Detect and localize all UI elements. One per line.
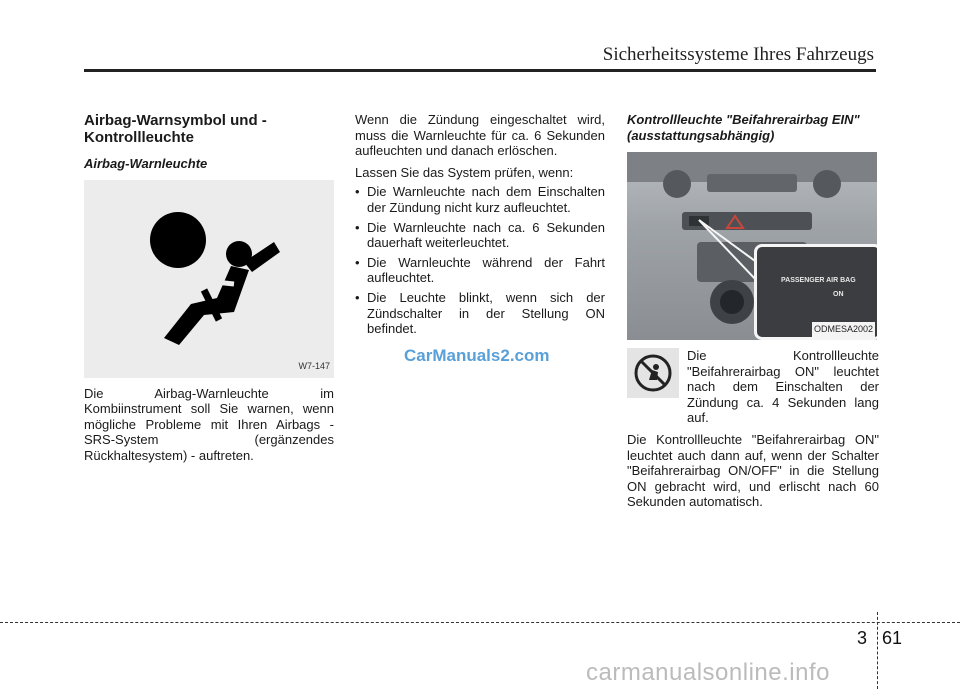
warning-light-description: Die Airbag-Warnleuchte im Kombiinstrument soll Sie warnen, wenn mögliche Probleme mit Ihren Airbags - SRS-System (ergänzendes Rückhaltesystem) - auftreten. (84, 385, 334, 463)
figure-label: W7-147 (298, 361, 330, 371)
inset-label: PASSENGER AIR BAG (781, 277, 856, 284)
indicator-description: Die Kontrollleuchte "Beifahrerairbag ON" leuchtet nach dem Einschalten der Zündung ca. 4 Sekunden lang auf. (687, 348, 879, 426)
switch-description: Die Kontrollleuchte "Beifahrerairbag ON" leuchtet auch dann auf, wenn der Schalter "Beifahrerairbag ON/OFF" in die Stellung ON gebracht wird, und erlischt nach 60 Sekunden automatisch. (627, 431, 879, 510)
ignition-paragraph: Wenn die Zündung eingeschaltet wird, muss die Warnleuchte für ca. 6 Sekunden aufleuchten und danach erlöschen. (355, 112, 605, 159)
page-number: 61 (882, 628, 903, 648)
photo-label: ODMESA2002 (812, 322, 875, 338)
site-watermark: carmanualsonline.info (586, 659, 830, 686)
watermark-logo: CarManuals2.com (404, 346, 550, 365)
inset-on-label: ON (833, 291, 844, 298)
footer-rule (0, 622, 960, 623)
list-item: • Die Warnleuchte nach ca. 6 Sekunden dauerhaft weiterleuchtet. (355, 220, 605, 251)
section-title: Sicherheitssysteme Ihres Fahrzeugs (602, 44, 874, 65)
check-system-paragraph: Lassen Sie das System prüfen, wenn: (355, 164, 574, 180)
list-item: • Die Leuchte blinkt, wenn sich der Zündschalter in der Stellung ON befindet. (355, 290, 605, 337)
column-1 (84, 112, 334, 464)
indicator-row (627, 348, 879, 426)
airbag-warning-icon (84, 180, 334, 378)
dashboard-photo (627, 152, 877, 340)
subheading-warning-light: Airbag-Warnleuchte (84, 156, 208, 171)
airbag-warning-figure (84, 180, 334, 378)
column-3 (627, 112, 879, 510)
footer-divider (877, 612, 879, 689)
subheading-passenger-airbag: Kontrollleuchte "Beifahrerairbag EIN" (ausstattungsabhängig) (627, 112, 860, 143)
section-heading: Airbag-Warnsymbol und -Kontrollleuchte (84, 112, 267, 146)
chapter-number: 3 (857, 628, 868, 648)
check-conditions-list (355, 184, 605, 336)
header-rule (84, 69, 876, 72)
list-item: • Die Warnleuchte während der Fahrt aufleuchtet. (355, 255, 605, 286)
column-2 (355, 112, 605, 341)
passenger-airbag-off-icon (627, 348, 679, 398)
list-item: • Die Warnleuchte nach dem Einschalten der Zündung nicht kurz aufleuchtet. (355, 184, 605, 215)
